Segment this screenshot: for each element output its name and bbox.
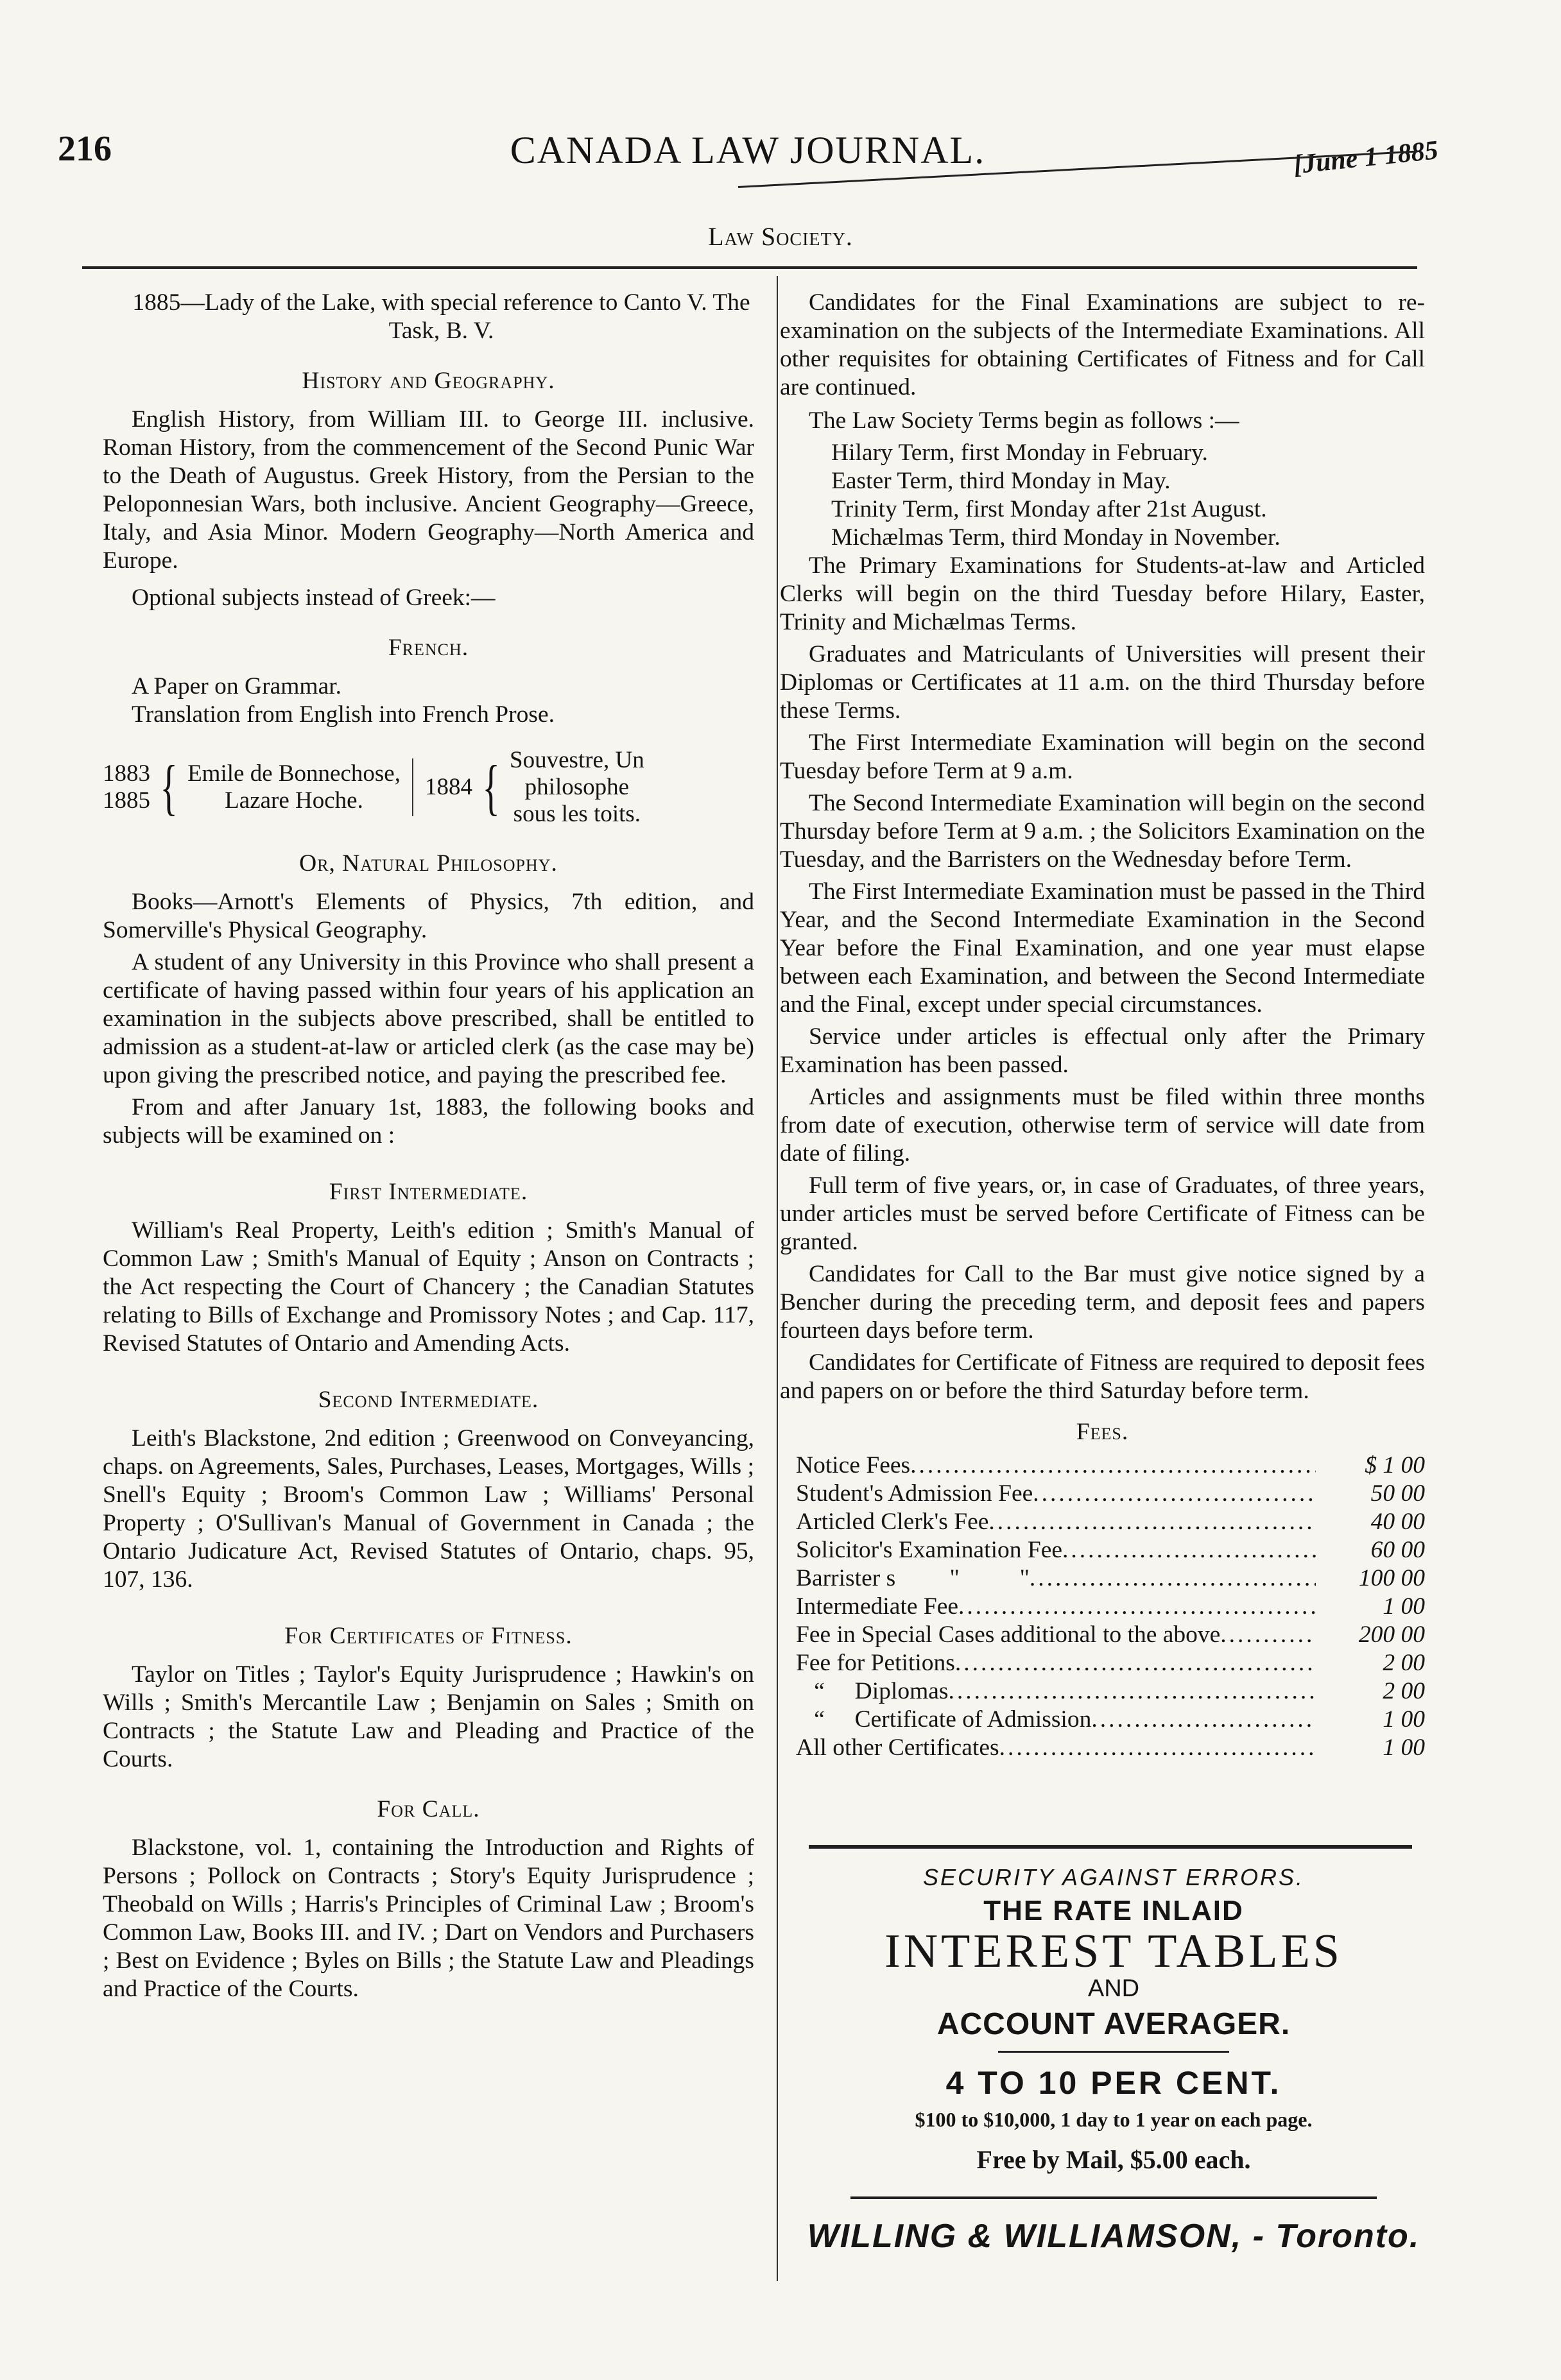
french-heading: French.: [388, 635, 469, 661]
articles-text: Articles and assignments must be filed within three months from date of execution, otherwise term of service will date from date of filing.: [780, 1084, 1425, 1167]
optional-subjects: Optional subjects instead of Greek:—: [132, 585, 496, 611]
ad-price: Free by Mail, $5.00 each.: [976, 2145, 1251, 2174]
fee-label: Fee in Special Cases additional to the above: [796, 1622, 1221, 1648]
fee-amount: 50 00: [1370, 1480, 1425, 1507]
first-intermediate-schedule: The First Intermediate Examination will begin on the second Tuesday before Term at 9 a.m.: [780, 730, 1425, 784]
fee-row: [796, 1734, 1425, 1762]
advertisement-rule: [809, 1845, 1412, 1849]
ad-range: $100 to $10,000, 1 day to 1 year on each page.: [915, 2108, 1313, 2131]
leader-dots: [1030, 1564, 1316, 1593]
ad-slogan: SECURITY AGAINST ERRORS.: [922, 1864, 1305, 1890]
advertisement: [806, 1864, 1422, 2256]
years-divider: [412, 758, 413, 816]
call-text: Blackstone, vol. 1, containing the Introduction and Rights of Persons ; Pollock on Contracts ; Story's Equity Jurisprudence ; Theobald on Wills ; Harris's Principles of Criminal Law ; Broom's Common Law, Books III. and IV. ; Dart on Vendors and Purchasers ; Best on Evidence ; Byles on Bills ; the Statute Law and Pleadings and Practice of the Courts.: [103, 1835, 754, 2002]
fee-row: [796, 1508, 1425, 1536]
author-1883: Emile de Bonnechose,: [187, 760, 401, 787]
university-student-text: A student of any University in this Province who shall present a certificate of having passed within four years of his application an examination in the subjects above prescribed, shall be entitled to admission as a student-at-law or articled clerk (as the case may be) upon giving the prescribed notice, and paying the prescribed fee.: [103, 949, 754, 1088]
fee-label: Barrister s " ": [796, 1565, 1030, 1591]
fee-row: [796, 1649, 1425, 1677]
ad-publisher: WILLING & WILLIAMSON, - Toronto.: [807, 2218, 1420, 2255]
fee-row: [796, 1677, 1425, 1706]
leader-dots: [955, 1649, 1316, 1677]
exam-order-text: The First Intermediate Examination must be passed in the Third Year, and the Second Intermediate Examination in the Second Year before the Final Examination, and one year must elapse between each Examination, and between the Second Intermediate and the Final, except under special circumstances.: [780, 878, 1425, 1018]
fees-heading: Fees.: [1076, 1419, 1129, 1445]
fee-label: “ Diplomas: [796, 1678, 949, 1704]
leader-dots: [910, 1451, 1316, 1480]
second-intermediate-schedule: The Second Intermediate Examination will begin on the second Thursday before Term at 9 a.m. ; the Solicitors Examination on the Tuesday, and the Barristers on the Wednesday before Term.: [780, 790, 1425, 873]
history-heading: History and Geography.: [302, 368, 555, 394]
page-header: [58, 128, 1438, 186]
leader-dots: [1062, 1536, 1316, 1564]
ad-bottom-rule: [850, 2196, 1377, 2199]
final-exams-text: Candidates for the Final Examinations are subject to re-examination on the subjects of the Intermediate Examinations. All other requisites for obtaining Certificates of Fitness and for Call are continued.: [780, 289, 1425, 400]
fee-row: [796, 1593, 1425, 1621]
fee-row: [796, 1536, 1425, 1564]
author-1884-line2: philosophe: [524, 774, 630, 800]
literature-paragraph: 1885—Lady of the Lake, with special reference to Canto V. The Task, B. V.: [132, 289, 750, 344]
fee-label: “ Certificate of Admission: [796, 1706, 1092, 1733]
leader-dots: [999, 1734, 1316, 1762]
fee-label: Articled Clerk's Fee: [796, 1509, 989, 1535]
graduates-text: Graduates and Matriculants of Universities will present their Diplomas or Certificates at 11 a.m. on the third Thursday before these Terms.: [780, 641, 1425, 724]
service-text: Service under articles is effectual only after the Primary Examination has been passed.: [780, 1023, 1425, 1078]
leader-dots: [1220, 1621, 1316, 1649]
french-translation: Translation from English into French Prose.: [132, 701, 555, 728]
fee-amount: 60 00: [1370, 1537, 1425, 1563]
french-authors-table: [103, 747, 754, 828]
ad-account-averager: ACCOUNT AVERAGER.: [936, 2007, 1291, 2041]
term-michaelmas: Michælmas Term, third Monday in November.: [831, 524, 1281, 551]
section-rule: [82, 266, 1417, 269]
section-title: Law Society.: [708, 222, 853, 251]
column-divider: [777, 276, 778, 2281]
full-term-text: Full term of five years, or, in case of Graduates, of three years, under articles must be served before Certificate of Fitness can be granted.: [780, 1172, 1425, 1255]
fee-label: Intermediate Fee: [796, 1593, 958, 1620]
certificate-deposit-text: Candidates for Certificate of Fitness are required to deposit fees and papers on or before the third Saturday before term.: [780, 1349, 1425, 1404]
first-intermediate-text: William's Real Property, Leith's edition ; Smith's Manual of Common Law ; Smith's Manual of Equity ; Anson on Contracts ; the Act respecting the Court of Chancery ; the Canadian Statutes relating to Bills of Exchange and Promissory Notes ; and Cap. 117, Revised Statutes of Ontario and Amending Acts.: [103, 1217, 754, 1357]
left-column: [103, 289, 754, 2007]
ad-rate-inlaid: THE RATE INLAID: [983, 1895, 1244, 1926]
author-1884-line3: sous les toits.: [513, 801, 641, 827]
second-intermediate-text: Leith's Blackstone, 2nd edition ; Greenwood on Conveyancing, chaps. on Agreements, Sales, Purchases, Leases, Mortgages, Wills ; Snell's Equity ; Broom's Common Law ; Williams' Personal Property ; O'Sullivan's Manual of Government in Canada ; the Ontario Judicature Act, Revised Statutes of Ontario, chaps. 95, 107, 136.: [103, 1425, 754, 1593]
fee-label: Solicitor's Examination Fee: [796, 1537, 1063, 1563]
fee-amount: 200 00: [1358, 1622, 1425, 1648]
natural-philosophy-text: Books—Arnott's Elements of Physics, 7th edition, and Somerville's Physical Geography.: [103, 889, 754, 943]
fee-label: Notice Fees: [796, 1452, 911, 1478]
fee-row: [796, 1451, 1425, 1480]
french-grammar: A Paper on Grammar.: [132, 673, 342, 699]
ad-percent: 4 TO 10 PER CENT.: [945, 2065, 1282, 2101]
call-notice-text: Candidates for Call to the Bar must give notice signed by a Bencher during the preceding term, and deposit fees and papers fourteen days before term.: [780, 1261, 1425, 1344]
first-intermediate-heading: First Intermediate.: [329, 1179, 528, 1205]
page-number: 216: [58, 129, 112, 169]
leader-dots: [1033, 1480, 1316, 1508]
terms-intro: The Law Society Terms begin as follows :—: [809, 407, 1239, 434]
fee-amount: $ 1 00: [1365, 1452, 1425, 1478]
fee-amount: 1 00: [1383, 1593, 1425, 1620]
leader-dots: [1091, 1706, 1316, 1734]
author-1885: Lazare Hoche.: [225, 787, 363, 814]
from-january-text: From and after January 1st, 1883, the following books and subjects will be examined on :: [103, 1094, 754, 1149]
fee-label: All other Certificates: [796, 1734, 999, 1761]
certificates-text: Taylor on Titles ; Taylor's Equity Jurisprudence ; Hawkin's on Wills ; Smith's Mercantile Law ; Benjamin on Sales ; Smith on Contracts ; the Statute Law and Pleading and Practice of the Courts.: [103, 1661, 754, 1772]
fee-amount: 1 00: [1383, 1734, 1425, 1761]
leader-dots: [958, 1593, 1316, 1621]
ad-short-rule: [998, 2051, 1229, 2053]
year-1884: 1884: [424, 774, 472, 800]
primary-exams-text: The Primary Examinations for Students-at-law and Articled Clerks will begin on the third Tuesday before Hilary, Easter, Trinity and Michælmas Terms.: [780, 552, 1425, 635]
second-intermediate-heading: Second Intermediate.: [318, 1387, 539, 1413]
fee-amount: 2 00: [1383, 1650, 1425, 1676]
fee-row: [796, 1706, 1425, 1734]
leader-dots: [988, 1508, 1316, 1536]
right-column: [780, 289, 1425, 1762]
certificates-heading: For Certificates of Fitness.: [284, 1623, 573, 1649]
term-trinity: Trinity Term, first Monday after 21st August.: [831, 496, 1267, 522]
fee-row: [796, 1564, 1425, 1593]
fee-row: [796, 1621, 1425, 1649]
ad-interest-tables: INTEREST TABLES: [884, 1925, 1343, 1978]
year-1885: 1885: [103, 787, 150, 814]
natural-philosophy-heading: Or, Natural Philosophy.: [299, 850, 558, 877]
history-text: English History, from William III. to George III. inclusive. Roman History, from the commencement of the Second Punic War to the Death of Augustus. Greek History, from the Persian to the Peloponnesian Wars, both inclusive. Ancient Geography—Greece, Italy, and Asia Minor. Modern Geography—North America and Europe.: [103, 406, 754, 574]
journal-title: CANADA LAW JOURNAL.: [510, 129, 986, 171]
fee-amount: 40 00: [1370, 1509, 1425, 1535]
term-easter: Easter Term, third Monday in May.: [831, 468, 1171, 494]
year-1883: 1883: [103, 760, 150, 787]
fee-amount: 2 00: [1383, 1678, 1425, 1704]
brace: {: [160, 753, 178, 821]
issue-date: [June 1 1885: [1291, 135, 1440, 180]
leader-dots: [948, 1677, 1316, 1706]
ad-and: AND: [1087, 1975, 1140, 2002]
fee-label: Fee for Petitions: [796, 1650, 955, 1676]
term-hilary: Hilary Term, first Monday in February.: [831, 440, 1208, 466]
brace: {: [482, 753, 500, 821]
author-1884-line1: Souvestre, Un: [510, 747, 644, 773]
call-heading: For Call.: [377, 1796, 480, 1822]
fees-table: [780, 1451, 1425, 1762]
fee-row: [796, 1480, 1425, 1508]
fee-label: Student's Admission Fee: [796, 1480, 1033, 1507]
fee-amount: 1 00: [1383, 1706, 1425, 1733]
fee-amount: 100 00: [1358, 1565, 1425, 1591]
